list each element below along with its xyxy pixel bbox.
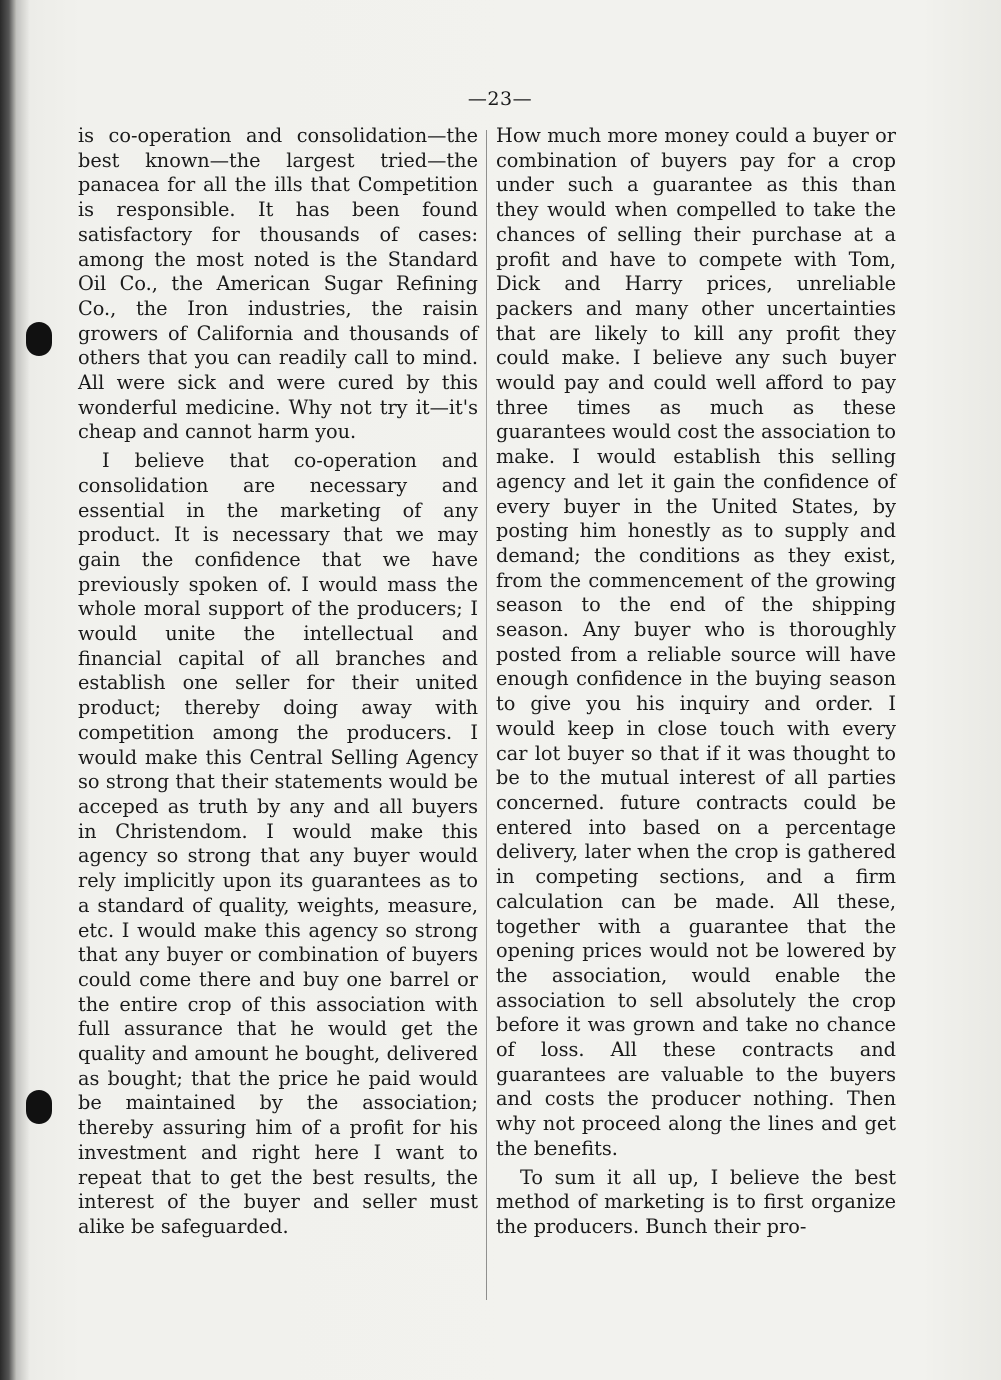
right-paragraph-1: How much more money could a buyer or combination of buyers pay for a crop under such a guarantee as this than they would when compelled to take the chances of selling their purchase at a profit and have to compete with Tom, Dick and Harry prices, unreliable packers and many other uncertainties that are likely to kill any profit they could make. I believe any such buyer would pay and could well afford to pay three times as much as these guarantees would cost the association to make. I would establish this selling agency and let it gain the confidence of every buyer in the United States, by posting him honestly as to supply and demand; the conditions as they exist, from the commencement of the growing season to the end of the shipping season. Any buyer who is thoroughly posted from a reliable source will have enough confidence in the buying season to give you his inquiry and order. I would keep in close touch with every car lot buyer so that if it was thought to be to the mutual interest of all parties concerned. future contracts could be entered into based on a percentage delivery, later when the crop is gathered in competing sections, and a firm calculation can be made. All these, together with a guarantee that the opening prices would not be lowered by the association, would enable the association to sell absolutely the crop before it was grown and take no chance of loss. All these contracts and guarantees are valuable to the buyers and costs the producer nothing. Then why not proceed along the lines and get the benefits. <box>496 124 896 1160</box>
right-text-column <box>496 124 896 1240</box>
left-paragraph-1: is co-operation and consolidation—the best known—the largest tried—the panacea for all the ills that Competition is responsible. It has been found satisfactory for thousands of cases: among the most noted is the Standard Oil Co., the American Sugar Refining Co., the Iron industries, the raisin growers of California and thousands of others that you can readily call to mind. All were sick and were cured by this wonderful medicine. Why not try it—it's cheap and cannot harm you. <box>78 124 478 444</box>
page-binding-edge <box>0 0 16 1380</box>
binder-hole-upper <box>26 322 52 356</box>
binding-shadow <box>16 0 30 1380</box>
left-paragraph-2: I believe that co-operation and consolidation are necessary and essential in the marketing of any product. It is necessary that we may gain the confidence that we have previously spoken of. I would mass the whole moral support of the producers; I would unite the intellectual and financial capital of all branches and establish one seller for their united product; thereby doing away with competition among the producers. I would make this Central Selling Agency so strong that their statements would be acceped as truth by any and all buyers in Christendom. I would make this agency so strong that any buyer would rely implicitly upon its guarantees as to a standard of quality, weights, measure, etc. I would make this agency so strong that any buyer or combination of buyers could come there and buy one barrel or the entire crop of this association with full assurance that he would get the quality and amount he bought, delivered as bought; that the price he paid would be maintained by the association; thereby assuring him of a profit for his investment and right here I want to repeat that to get the best results, the interest of the buyer and seller must alike be safeguarded. <box>78 449 478 1238</box>
column-divider <box>486 130 487 1300</box>
left-text-column <box>78 124 478 1240</box>
right-paragraph-2: To sum it all up, I believe the best method of marketing is to first organize the producers. Bunch their pro- <box>496 1165 896 1238</box>
binder-hole-lower <box>26 1090 52 1124</box>
page-number: —23— <box>467 88 533 110</box>
